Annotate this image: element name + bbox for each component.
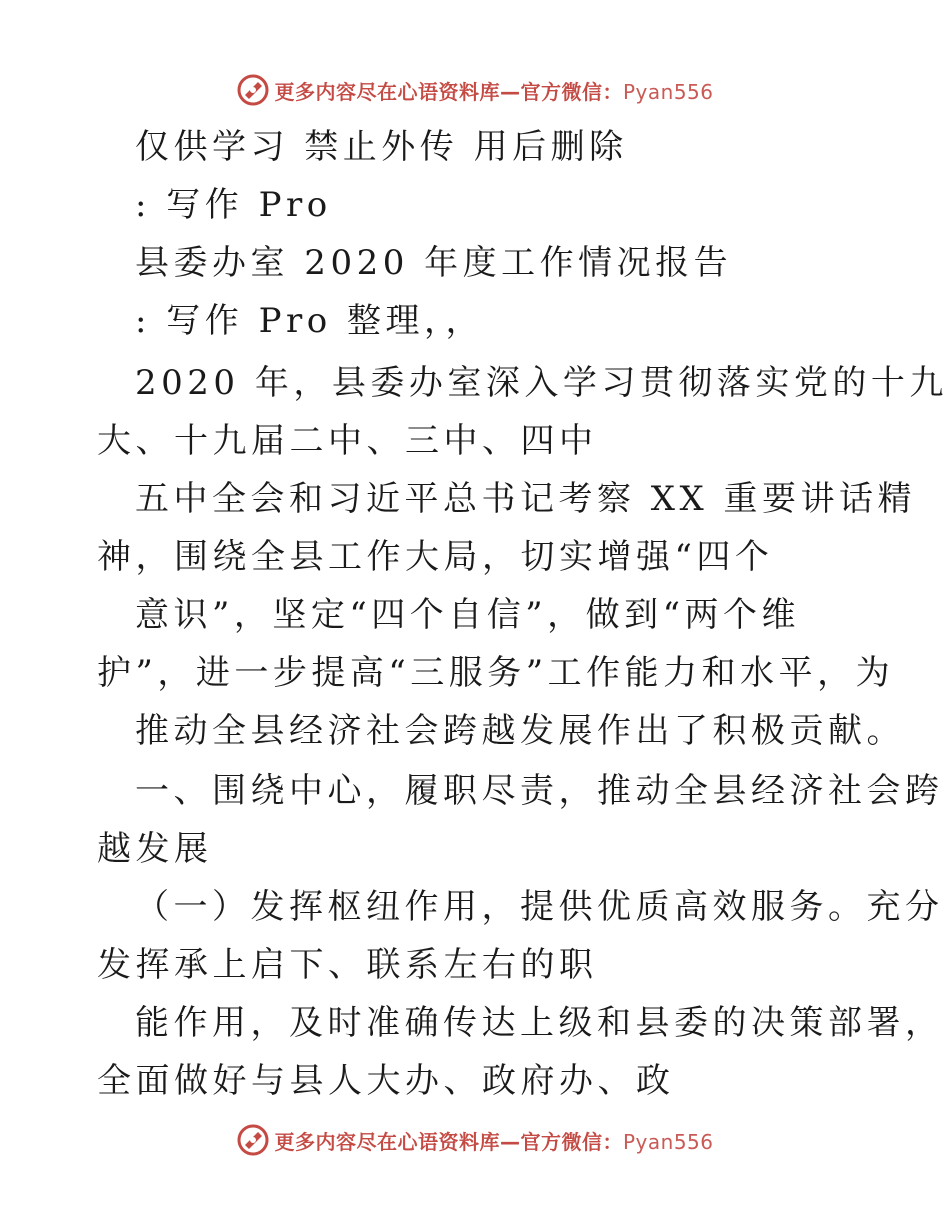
- line-author: : 写作 Pro: [135, 185, 332, 225]
- paragraph-line: 2020 年，县委办室深入学习贯彻落实党的十九: [135, 363, 948, 403]
- watermark-text: 更多内容尽在心语资料库—官方微信：Pyan556: [274, 1129, 714, 1154]
- section-heading: 越发展: [97, 829, 213, 869]
- paragraph-line: 五中全会和习近平总书记考察 XX 重要讲话精: [135, 479, 917, 519]
- document-title: 县委办室 2020 年度工作情况报告: [135, 243, 733, 283]
- line-editor: : 写作 Pro 整理，，: [135, 301, 484, 341]
- watermark-contact: Pyan556: [622, 1129, 714, 1154]
- paragraph-line: 全面做好与县人大办、政府办、政: [97, 1061, 675, 1101]
- subsection-heading: （一）发挥枢纽作用，提供优质高效服务。充分: [135, 887, 944, 927]
- section-heading: 一、围绕中心，履职尽责，推动全县经济社会跨: [135, 771, 944, 811]
- paragraph-line: 意识”，坚定“四个自信”，做到“两个维: [135, 595, 801, 635]
- watermark-banner-bottom: [0, 1120, 950, 1160]
- watermark-logo-icon: [236, 1123, 270, 1157]
- watermark-text: 更多内容尽在心语资料库—官方微信：Pyan556: [274, 79, 714, 104]
- line-notice: 仅供学习 禁止外传 用后删除: [135, 127, 628, 167]
- watermark-contact: Pyan556: [622, 79, 714, 104]
- paragraph-line: 护”，进一步提高“三服务”工作能力和水平，为: [97, 653, 895, 693]
- paragraph-line: 能作用，及时准确传达上级和县委的决策部署，: [135, 1003, 944, 1043]
- paragraph-line: 发挥承上启下、联系左右的职: [97, 945, 598, 985]
- paragraph-line: 大、十九届二中、三中、四中: [97, 421, 598, 461]
- paragraph-line: 神，围绕全县工作大局，切实增强“四个: [97, 537, 774, 577]
- paragraph-line: 推动全县经济社会跨越发展作出了积极贡献。: [135, 711, 905, 751]
